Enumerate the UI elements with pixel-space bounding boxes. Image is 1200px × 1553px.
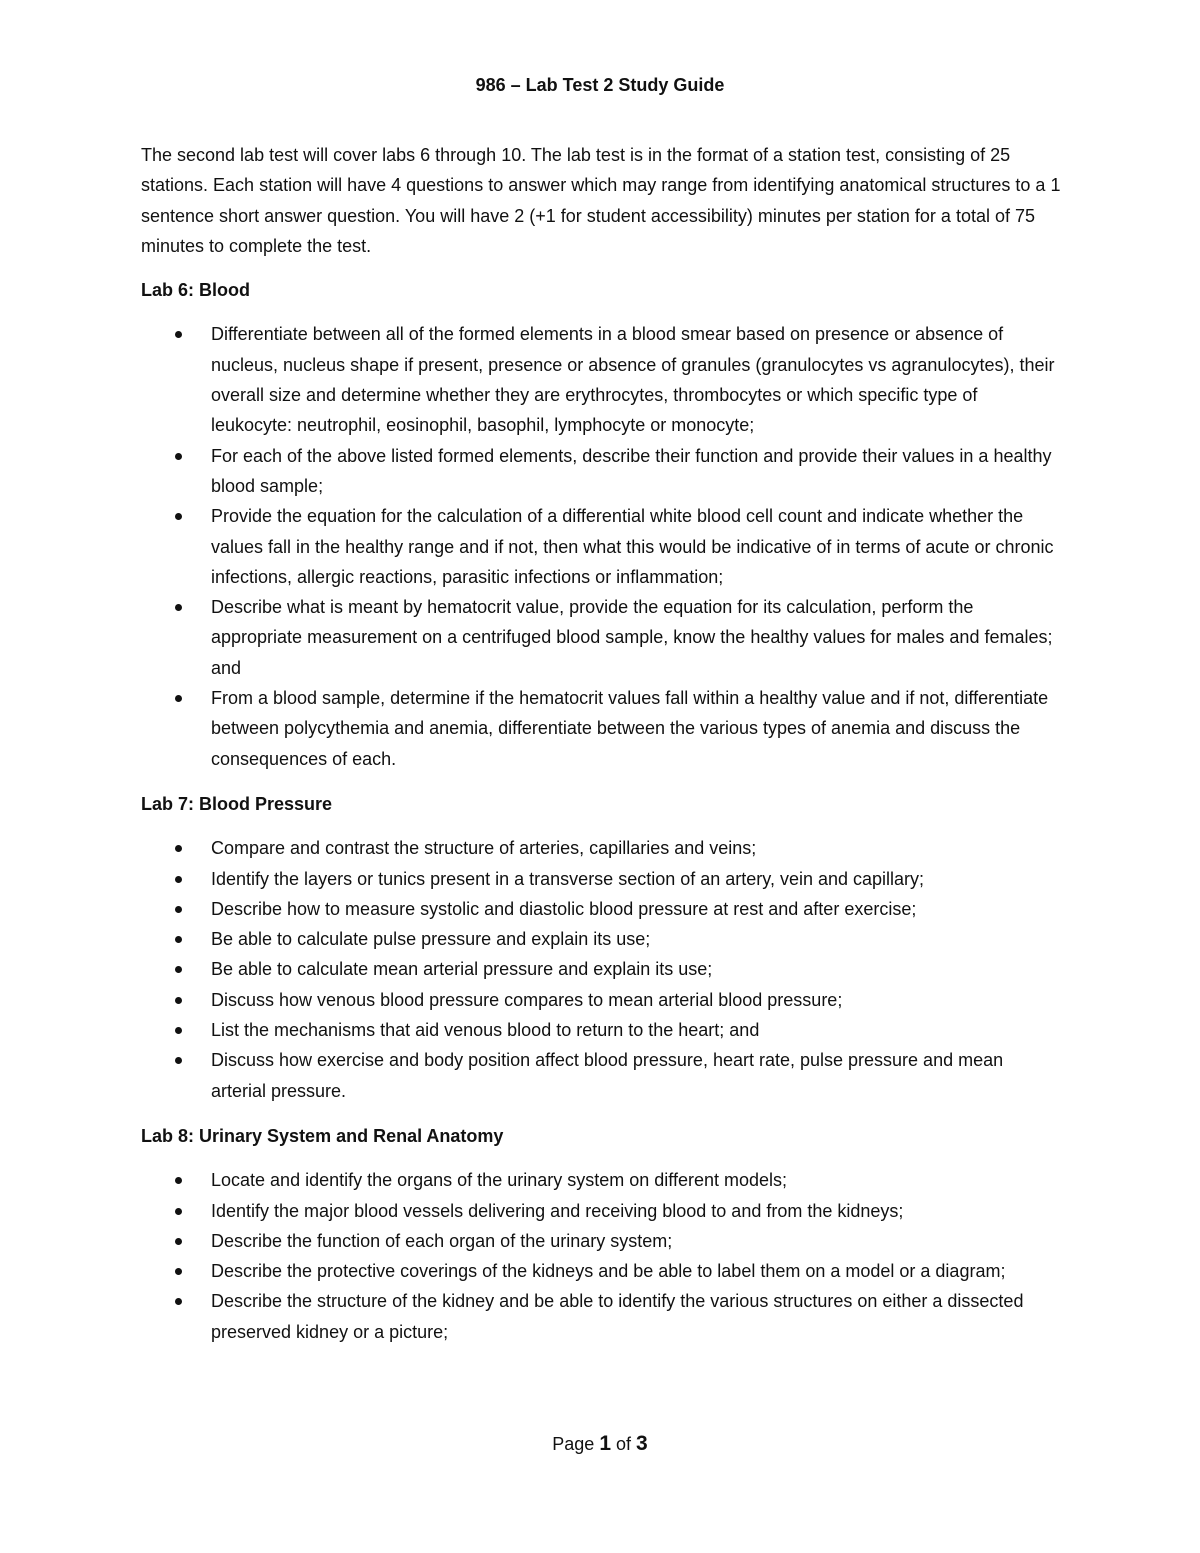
list-item bbox=[141, 864, 1061, 894]
list-item-text: Describe the function of each organ of the urinary system; bbox=[211, 1230, 673, 1251]
bullet-icon bbox=[175, 876, 182, 883]
list-item-text: Identify the major blood vessels delivering and receiving blood to and from the kidneys; bbox=[211, 1200, 904, 1221]
list-item bbox=[141, 1256, 1061, 1286]
list-item-text: From a blood sample, determine if the hematocrit values fall within a healthy value and if not, differentiate between polycythemia and anemia, differentiate between the various types of anemia and discuss the consequences of each. bbox=[211, 688, 1049, 769]
of-label: of bbox=[616, 1434, 632, 1454]
bullet-icon bbox=[175, 604, 182, 611]
list-item-text: Describe the structure of the kidney and be able to identify the various structures on either a dissected preserved kidney or a picture; bbox=[211, 1291, 1024, 1342]
bullet-icon bbox=[175, 513, 182, 520]
bullet-icon bbox=[175, 906, 182, 913]
bullet-icon bbox=[175, 1298, 182, 1305]
list-item bbox=[141, 1286, 1061, 1347]
list-item-text: Discuss how exercise and body position affect blood pressure, heart rate, pulse pressure and mean arterial pressure. bbox=[211, 1050, 1004, 1101]
list-item-text: Be able to calculate mean arterial pressure and explain its use; bbox=[211, 959, 713, 980]
section-lab-7 bbox=[141, 789, 1061, 1106]
objectives-list bbox=[141, 1165, 1061, 1347]
list-item bbox=[141, 894, 1061, 924]
bullet-icon bbox=[175, 453, 182, 460]
list-item-text: Be able to calculate pulse pressure and explain its use; bbox=[211, 929, 651, 950]
document-body bbox=[141, 140, 1061, 1362]
objectives-list bbox=[141, 833, 1061, 1106]
list-item bbox=[141, 1196, 1061, 1226]
bullet-icon bbox=[175, 1268, 182, 1275]
bullet-icon bbox=[175, 966, 182, 973]
list-item-text: Identify the layers or tunics present in a transverse section of an artery, vein and capillary; bbox=[211, 868, 925, 889]
list-item-text: Compare and contrast the structure of arteries, capillaries and veins; bbox=[211, 838, 757, 859]
list-item bbox=[141, 1226, 1061, 1256]
list-item bbox=[141, 592, 1061, 683]
bullet-icon bbox=[175, 1057, 182, 1064]
section-lab-8 bbox=[141, 1121, 1061, 1347]
list-item-text: For each of the above listed formed elements, describe their function and provide their values in a healthy blood sample; bbox=[211, 445, 1052, 496]
list-item-text: Describe what is meant by hematocrit value, provide the equation for its calculation, perform the appropriate measurement on a centrifuged blood sample, know the healthy values for males and females; and bbox=[211, 597, 1053, 678]
section-heading: Lab 6: Blood bbox=[141, 280, 250, 301]
list-item-text: Describe the protective coverings of the kidneys and be able to label them on a model or a diagram; bbox=[211, 1261, 1006, 1282]
list-item-text: Describe how to measure systolic and diastolic blood pressure at rest and after exercise; bbox=[211, 898, 917, 919]
list-item-text: Discuss how venous blood pressure compares to mean arterial blood pressure; bbox=[211, 989, 843, 1010]
list-item bbox=[141, 1015, 1061, 1045]
section-heading: Lab 7: Blood Pressure bbox=[141, 793, 333, 814]
list-item bbox=[141, 1165, 1061, 1195]
list-item bbox=[141, 441, 1061, 502]
bullet-icon bbox=[175, 936, 182, 943]
list-item bbox=[141, 985, 1061, 1015]
section-heading: Lab 8: Urinary System and Renal Anatomy bbox=[141, 1125, 504, 1146]
document-title: 986 – Lab Test 2 Study Guide bbox=[475, 75, 725, 95]
section-lab-6 bbox=[141, 275, 1061, 774]
bullet-icon bbox=[175, 1027, 182, 1034]
page-label: Page bbox=[552, 1434, 595, 1454]
list-item-text: Locate and identify the organs of the urinary system on different models; bbox=[211, 1170, 787, 1191]
objectives-list bbox=[141, 319, 1061, 773]
bullet-icon bbox=[175, 1177, 182, 1184]
bullet-icon bbox=[175, 845, 182, 852]
bullet-icon bbox=[175, 695, 182, 702]
intro-paragraph: The second lab test will cover labs 6 through 10. The lab test is in the format of a station test, consisting of 25 stations. Each station will have 4 questions to answer which may range from identifying anatomical structures to a 1 sentence short answer question. You will have 2 (+1 for student accessibility) minutes per station for a total of 75 minutes to complete the test. bbox=[141, 145, 1061, 256]
list-item bbox=[141, 1045, 1061, 1106]
list-item bbox=[141, 501, 1061, 592]
page-footer bbox=[0, 1431, 1200, 1457]
total-pages-number: 3 bbox=[636, 1432, 648, 1455]
list-item-text: Differentiate between all of the formed elements in a blood smear based on presence or absence of nucleus, nucleus shape if present, presence or absence of granules (granulocytes vs agranulocytes), their overall size and determine whether they are erythrocytes, thrombocytes or which specific type of leukocyte: neutrophil, eosinophil, basophil, lymphocyte or monocyte; bbox=[211, 324, 1055, 436]
list-item-text: Provide the equation for the calculation of a differential white blood cell count and indicate whether the values fall in the healthy range and if not, then what this would be indicative of in terms of acute or chronic infections, allergic reactions, parasitic infections or inflammation; bbox=[211, 506, 1054, 587]
list-item bbox=[141, 683, 1061, 774]
list-item bbox=[141, 833, 1061, 863]
list-item bbox=[141, 924, 1061, 954]
list-item-text: List the mechanisms that aid venous blood to return to the heart; and bbox=[211, 1020, 760, 1041]
bullet-icon bbox=[175, 331, 182, 338]
bullet-icon bbox=[175, 997, 182, 1004]
current-page-number: 1 bbox=[599, 1432, 611, 1455]
list-item bbox=[141, 319, 1061, 440]
bullet-icon bbox=[175, 1208, 182, 1215]
list-item bbox=[141, 954, 1061, 984]
bullet-icon bbox=[175, 1238, 182, 1245]
